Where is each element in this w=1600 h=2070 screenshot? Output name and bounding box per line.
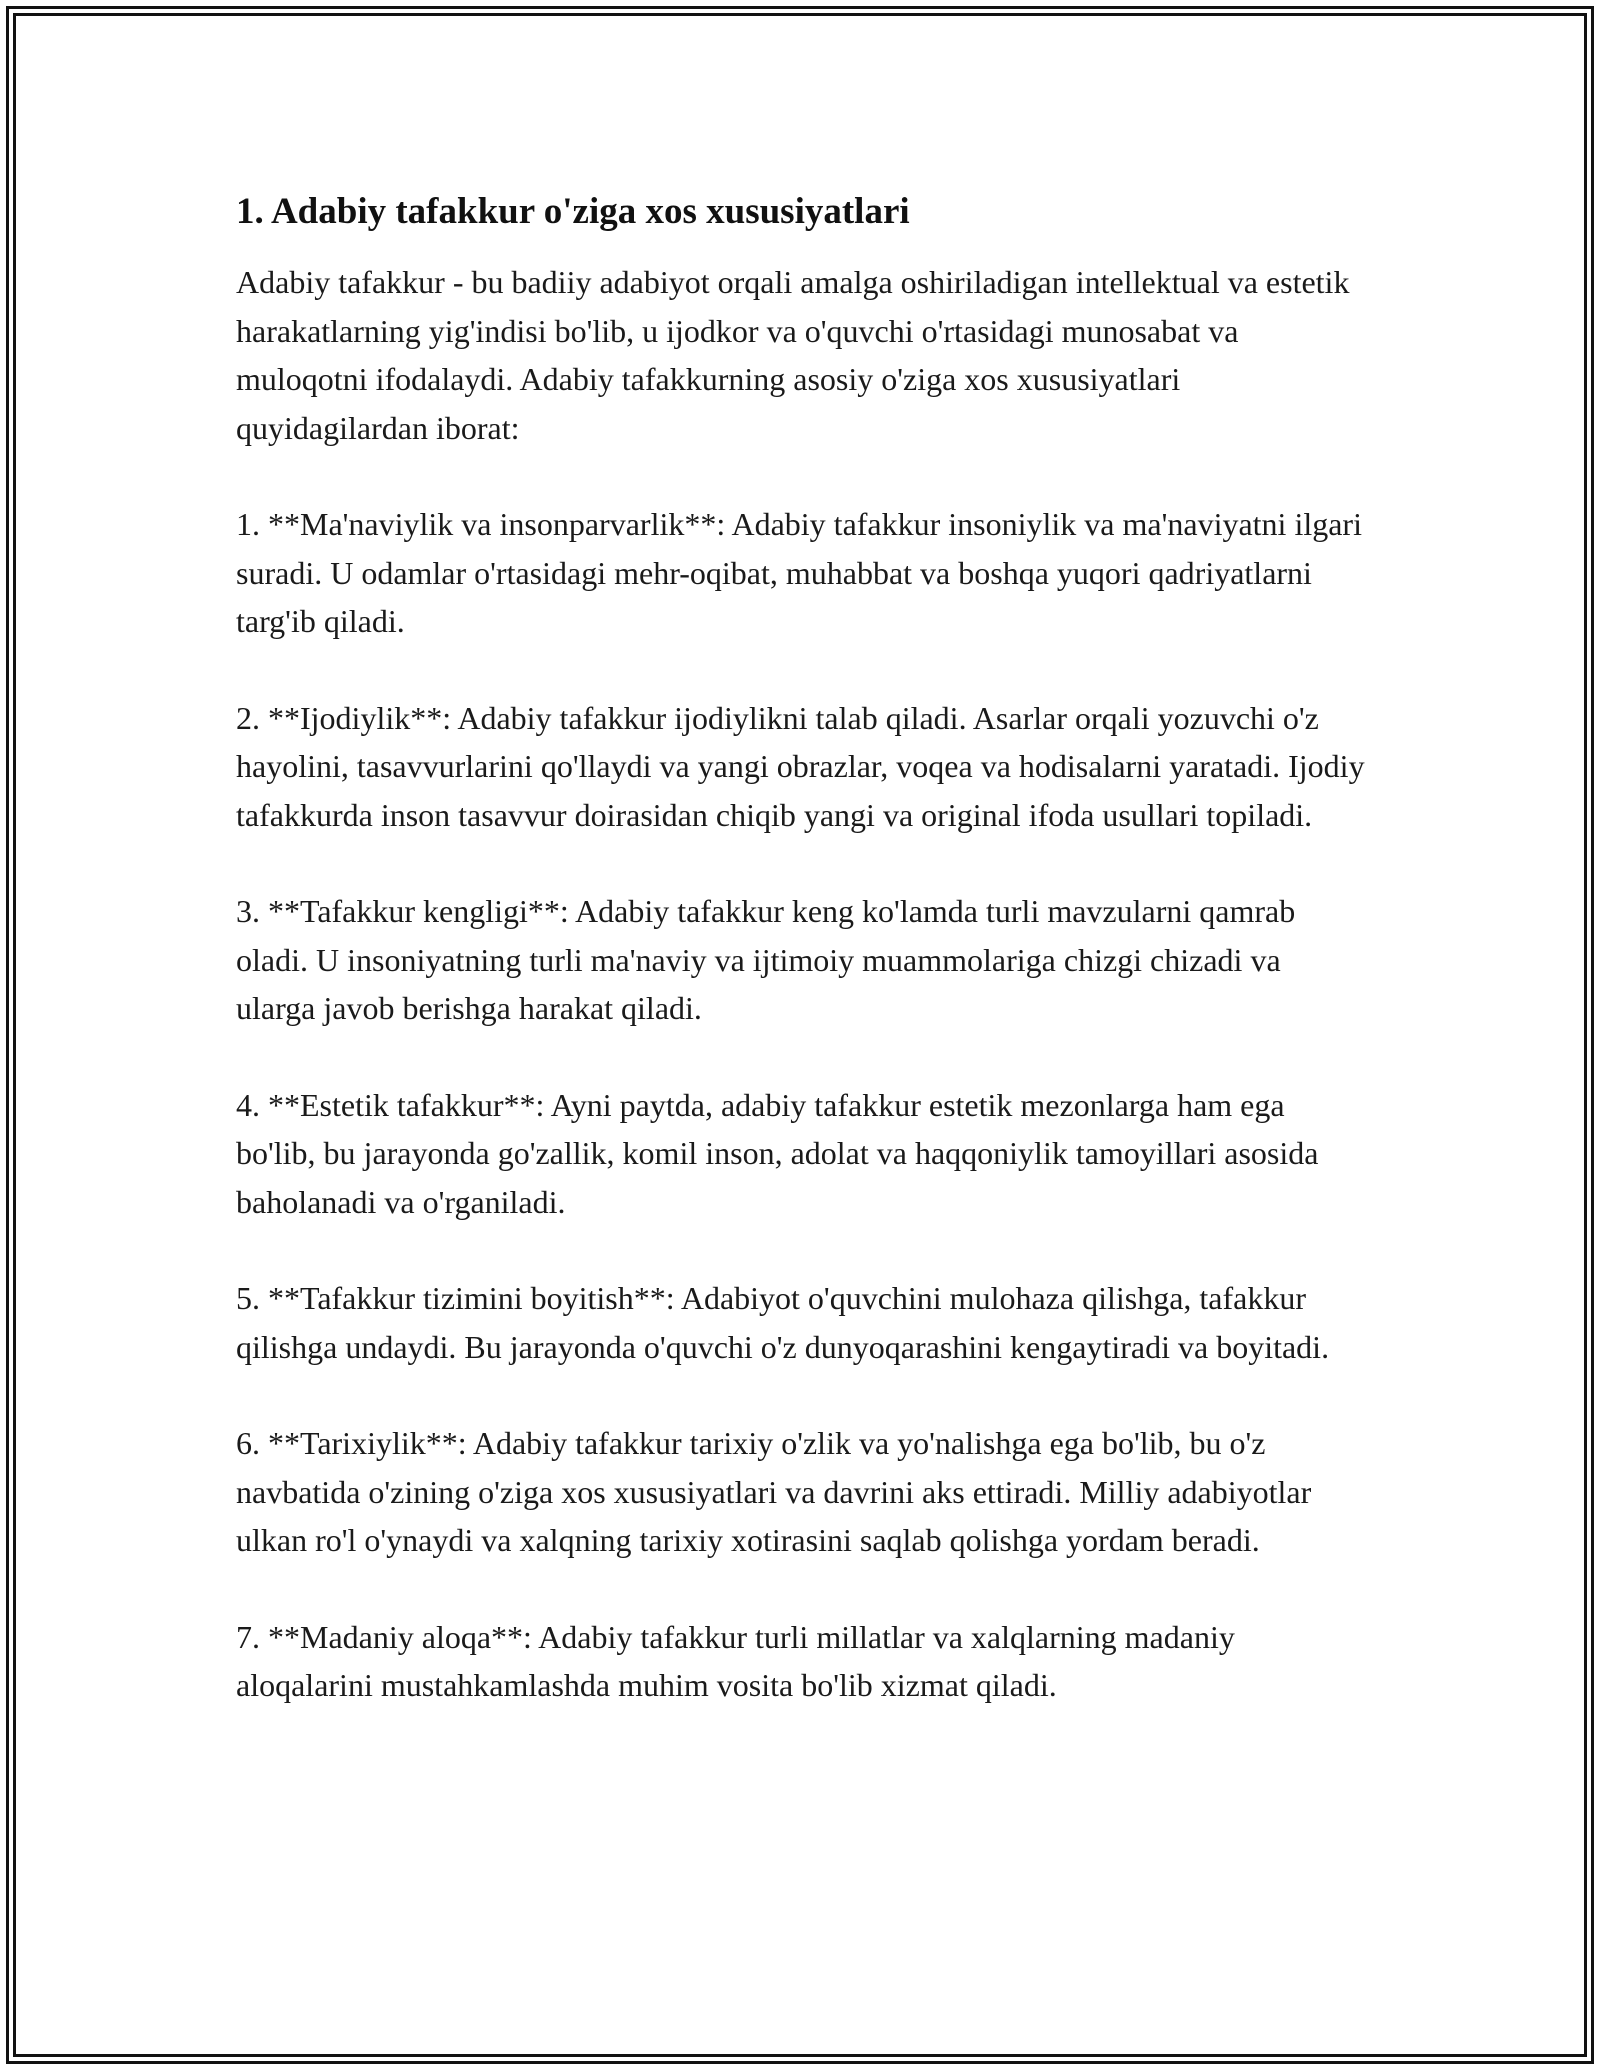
list-item-7: 7. **Madaniy aloqa**: Adabiy tafakkur turli millatlar va xalqlarning madaniy aloqalarini mustahkamlashda muhim vosita bo'lib xizmat qiladi. (236, 1618, 1235, 1703)
document-body (236, 188, 1366, 1710)
list-item-6: 6. **Tarixiylik**: Adabiy tafakkur tarixiy o'zlik va yo'nalishga ega bo'lib, bu o'z navbatida o'zining o'ziga xos xususiyatlari va davrini aks ettiradi. Milliy adabiyotlar ulkan ro'l o'ynaydi va xalqning tarixiy xotirasini saqlab qolishga yordam beradi. (236, 1425, 1312, 1558)
list-item-2: 2. **Ijodiylik**: Adabiy tafakkur ijodiylikni talab qiladi. Asarlar orqali yozuvchi o'z hayolini, tasavvurlarini qo'llaydi va yangi obrazlar, voqea va hodisalarni yaratadi. Ijodiy tafakkurda inson tasavvur doirasidan chiqib yangi va original ifoda usullari topiladi. (236, 699, 1365, 833)
list-item-3: 3. **Tafakkur kengligi**: Adabiy tafakkur keng ko'lamda turli mavzularni qamrab oladi. U insoniyatning turli ma'naviy va ijtimoiy muammolariga chizgi chizadi va ularga javob berishga harakat qiladi. (236, 893, 1296, 1026)
document-title: 1. Adabiy tafakkur o'ziga xos xususiyatlari (236, 191, 910, 232)
list-item-5: 5. **Tafakkur tizimini boyitish**: Adabiyot o'quvchini mulohaza qilishga, tafakkur qilishga undaydi. Bu jarayonda o'quvchi o'z dunyoqarashini kengaytiradi va boyitadi. (236, 1280, 1330, 1365)
list-item-1: 1. **Ma'naviylik va insonparvarlik**: Adabiy tafakkur insoniylik va ma'naviyatni ilgari suradi. U odamlar o'rtasidagi mehr-oqibat, muhabbat va boshqa yuqori qadriyatlarni targ'ib qiladi. (236, 506, 1362, 639)
list-item-4: 4. **Estetik tafakkur**: Ayni paytda, adabiy tafakkur estetik mezonlarga ham ega bo'lib, bu jarayonda go'zallik, komil inson, adolat va haqqoniylik tamoyillari asosida baholanadi va o'rganiladi. (236, 1086, 1319, 1220)
intro-paragraph: Adabiy tafakkur - bu badiiy adabiyot orqali amalga oshiriladigan intellektual va estetik harakatlarning yig'indisi bo'lib, u ijodkor va o'quvchi o'rtasidagi munosabat va muloqotni ifodalaydi. Adabiy tafakkurning asosiy o'ziga xos xususiyatlari quyidagilardan iborat: (236, 264, 1350, 446)
